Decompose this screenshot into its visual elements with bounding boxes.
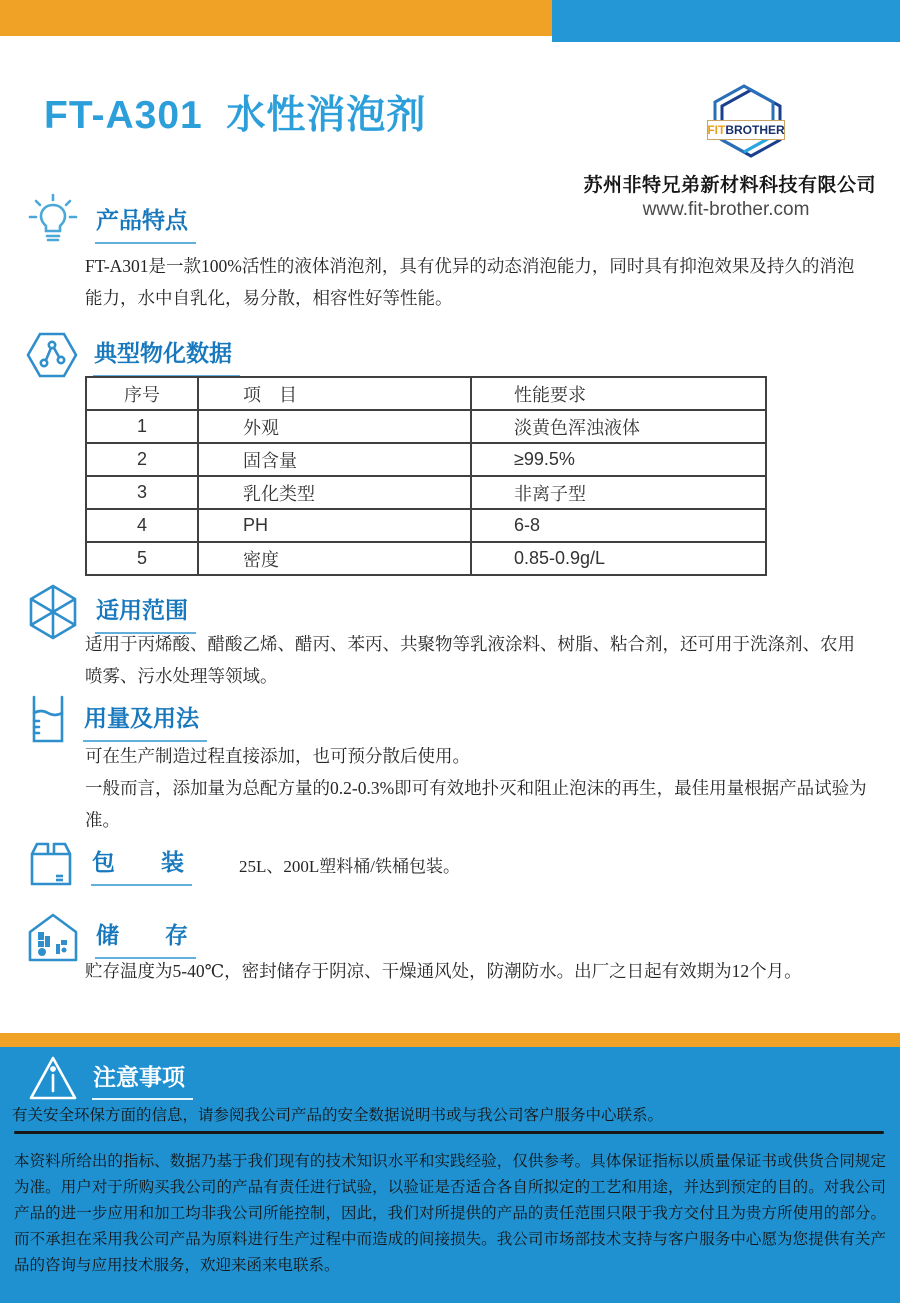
- packaging-body: 25L、200L塑料桶/铁桶包装。: [239, 856, 460, 876]
- table-cell: 0.85-0.9g/L: [471, 542, 766, 575]
- top-bar-orange: [0, 0, 552, 36]
- package-box-icon: [26, 840, 76, 888]
- beaker-icon: [26, 693, 68, 747]
- table-cell: 1: [86, 410, 198, 443]
- section-notice-title: 注意事项: [92, 1057, 193, 1100]
- table-cell: 5: [86, 542, 198, 575]
- logo-wordmark: [707, 120, 785, 140]
- table-cell: PH: [198, 509, 471, 542]
- section-notice-header: [28, 1055, 193, 1101]
- scope-body: 适用于丙烯酸、醋酸乙烯、醋丙、苯丙、共聚物等乳液涂料、树脂、粘合剂，还可用于洗涤剂、农用喷雾、污水处理等领域。: [85, 634, 855, 686]
- footer-divider-line: [14, 1131, 884, 1134]
- table-cell: 非离子型: [471, 476, 766, 509]
- lightbulb-icon: [26, 193, 80, 251]
- page-title: FT-A301 水性消泡剂: [44, 94, 427, 137]
- table-cell: 密度: [198, 542, 471, 575]
- table-row: [86, 410, 766, 443]
- logo-fit-text: FIT: [707, 123, 726, 137]
- usage-line-2: 一般而言，添加量为总配方量的0.2-0.3%即可有效地扑灭和阻止泡沫的再生，最佳用量根据产品试验为准。: [85, 778, 867, 830]
- section-features-header: [26, 193, 196, 251]
- table-cell: ≥99.5%: [471, 443, 766, 476]
- table-header-cell: 性能要求: [471, 377, 766, 410]
- section-packaging-title: 包 装: [91, 842, 192, 886]
- table-cell: 6-8: [471, 509, 766, 542]
- table-header-row: [86, 377, 766, 410]
- section-storage-title: 储 存: [95, 915, 196, 959]
- molecule-hexagon-icon: [26, 330, 78, 380]
- logo-brother-text: BROTHER: [725, 123, 785, 137]
- table-row: [86, 542, 766, 575]
- table-cell: 固含量: [198, 443, 471, 476]
- table-row: [86, 476, 766, 509]
- table-cell: 4: [86, 509, 198, 542]
- top-bar-blue: [552, 0, 900, 42]
- table-header-cell: 序号: [86, 377, 198, 410]
- company-website[interactable]: www.fit-brother.com: [642, 199, 810, 220]
- cube-wireframe-icon: [26, 583, 80, 641]
- footer-orange-strip: [0, 1033, 900, 1047]
- section-usage-header: [26, 693, 207, 747]
- notice-body: 有关安全环保方面的信息，请参阅我公司产品的安全数据说明书或与我公司客户服务中心联系。: [12, 1107, 664, 1124]
- table-cell: 3: [86, 476, 198, 509]
- usage-body: [85, 740, 867, 836]
- warehouse-icon: [26, 910, 80, 964]
- usage-line-1: 可在生产制造过程直接添加，也可预分散后使用。: [85, 746, 470, 766]
- section-features-title: 产品特点: [95, 200, 196, 244]
- table-cell: 2: [86, 443, 198, 476]
- table-cell: 乳化类型: [198, 476, 471, 509]
- table-cell: 外观: [198, 410, 471, 443]
- table-row: [86, 509, 766, 542]
- table-row: [86, 443, 766, 476]
- company-name: 苏州非特兄弟新材料科技有限公司: [583, 175, 876, 196]
- company-block: [576, 170, 876, 221]
- features-body: FT-A301是一款100%活性的液体消泡剂，具有优异的动态消泡能力，同时具有抑泡效果及持久的消泡能力，水中自乳化，易分散，相容性好等性能。: [85, 256, 855, 308]
- section-usage-title: 用量及用法: [83, 698, 207, 742]
- warning-triangle-icon: [28, 1055, 78, 1101]
- physical-data-table: [85, 376, 767, 576]
- table-cell: 淡黄色浑浊液体: [471, 410, 766, 443]
- footer-notice-band: [0, 1047, 900, 1303]
- section-physical-data-header: [26, 330, 240, 380]
- company-logo: [694, 82, 798, 176]
- table-header-cell: 项 目: [198, 377, 471, 410]
- disclaimer-text: 本资料所给出的指标、数据乃基于我们现有的技术知识水平和实践经验，仅供参考。具体保证指标以质量保证书或供货合同规定为准。用户对于所购买我公司的产品有责任进行试验，以验证是否适合各自所拟定的工艺和用途，并达到预定的目的。对我公司产品的进一步应用和加工均非我公司所能控制，因此，我们对所提供的产品的责任范围只限于我方交付且为贵方所使用的部分。而不承担在采用我公司产品为原料进行生产过程中而造成的间接损失。我公司市场部技术支持与客户服务中心愿为您提供有关产品的咨询与应用技术服务，欢迎来函来电联系。: [14, 1153, 886, 1274]
- phys-table-body: [86, 410, 766, 575]
- section-physical-data-title: 典型物化数据: [93, 333, 240, 377]
- section-packaging-header: [26, 840, 460, 888]
- section-scope-title: 适用范围: [95, 590, 196, 634]
- storage-body: 贮存温度为5-40℃，密封储存于阴凉、干燥通风处，防潮防水。出厂之日起有效期为12个月。: [85, 961, 802, 981]
